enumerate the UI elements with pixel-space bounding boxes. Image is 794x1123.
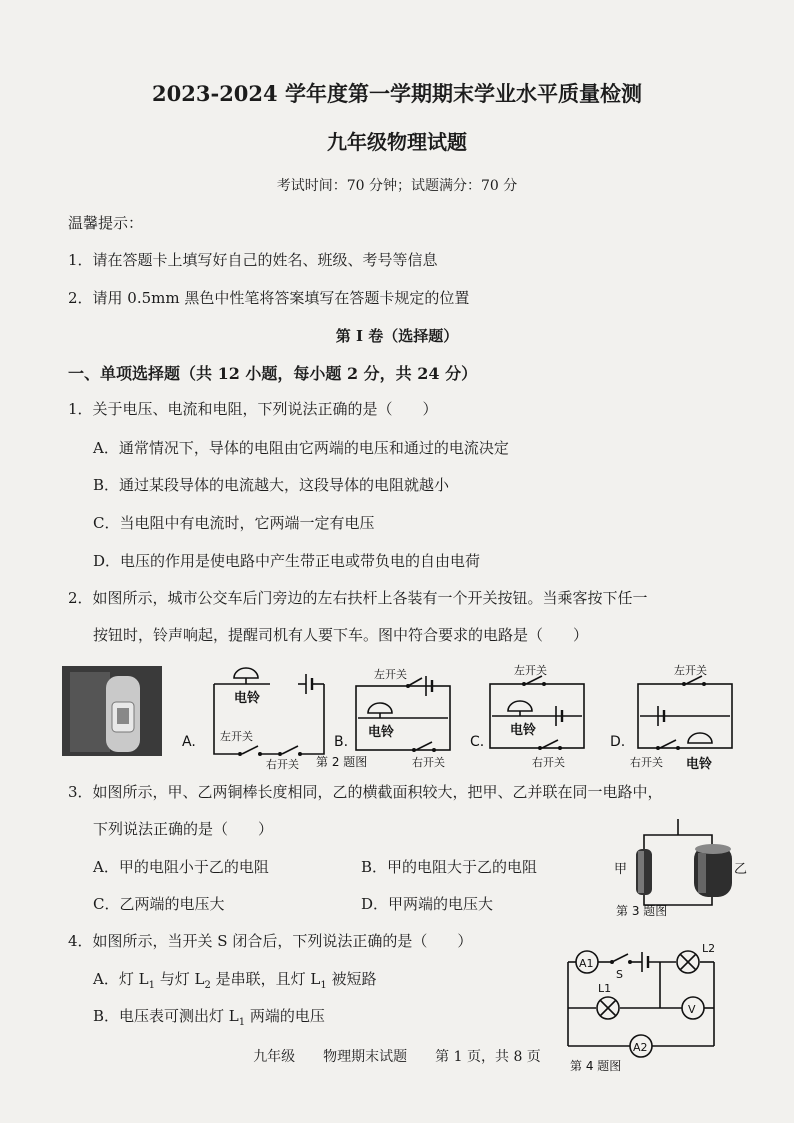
section-heading: 一、单项选择题（共 12 小题，每小题 2 分，共 24 分）	[68, 364, 478, 383]
q3-stem-line1: 3．如图所示，甲、乙两铜棒长度相同，乙的横截面积较大，把甲、乙并联在同一电路中，	[68, 783, 663, 801]
left-switch-label-b: 左开关	[374, 668, 407, 681]
right-switch-label-c: 右开关	[532, 756, 565, 769]
switch-s-label: S	[616, 968, 623, 981]
part1-title: 第 I 卷（选择题）	[335, 327, 459, 345]
lamp-l2	[677, 942, 715, 973]
jia-label: 甲	[614, 862, 628, 877]
q4-option-a: A．灯 $L_1$ 与灯 $L_2$ 是串联，且灯 $L_1$ 被短路	[93, 970, 377, 991]
bell-label-d: 电铃	[686, 757, 713, 772]
tip-item-2: 2．请用 0.5mm 黑色中性笔将答案填写在答题卡规定的位置	[68, 289, 470, 307]
choice-a-label: A.	[182, 734, 196, 750]
choice-b-label: B.	[334, 734, 349, 750]
yi-label: 乙	[734, 862, 748, 877]
voltmeter-v	[682, 997, 704, 1019]
q3-option-a: A．甲的电阻小于乙的电阻	[93, 858, 269, 876]
choice-d-label: D.	[610, 734, 626, 750]
q1-stem: 1．关于电压、电流和电阻，下列说法正确的是（ ）	[68, 400, 438, 418]
svg-text:A2: A2	[633, 1041, 648, 1054]
q3-stem-line2: 下列说法正确的是（ ）	[93, 820, 274, 838]
bus-button-photo	[62, 666, 162, 756]
exam-subtitle: 九年级物理试题	[327, 130, 467, 154]
q3-option-d: D．甲两端的电压大	[361, 895, 494, 913]
q2-caption: 第 2 题图	[316, 755, 368, 769]
svg-text:V: V	[688, 1003, 696, 1016]
q3-option-b: B．甲的电阻大于乙的电阻	[361, 858, 538, 876]
left-switch-label-c: 左开关	[514, 664, 547, 677]
circuit-a	[182, 668, 324, 771]
tips-heading: 温馨提示：	[68, 214, 144, 232]
page-footer: 九年级 物理期末试题 第 1 页，共 8 页	[253, 1049, 541, 1065]
lamp-l1	[597, 982, 619, 1019]
q1-option-c: C．当电阻中有电流时，它两端一定有电压	[93, 514, 375, 532]
q1-option-d: D．电压的作用是使电路中产生带正电或带负电的自由电荷	[93, 552, 481, 570]
q2-figure	[62, 658, 738, 772]
bell-label-a: 电铃	[234, 691, 261, 706]
ammeter-a1	[576, 951, 598, 973]
bell-label-b: 电铃	[368, 725, 395, 740]
exam-info: 考试时间：70 分钟；试题满分：70 分	[276, 178, 518, 194]
q2-stem-line1: 2．如图所示，城市公交车后门旁边的左右扶杆上各装有一个开关按钮。当乘客按下任一	[68, 589, 648, 607]
svg-text:L1: L1	[598, 982, 612, 995]
q1-option-b: B．通过某段导体的电流越大，这段导体的电阻就越小	[93, 476, 450, 494]
tip-item-1: 1．请在答题卡上填写好自己的姓名、班级、考号等信息	[68, 251, 438, 269]
choice-c-label: C.	[470, 734, 485, 750]
q4-stem: 4．如图所示，当开关 S 闭合后，下列说法正确的是（ ）	[68, 932, 473, 950]
svg-text:A1: A1	[579, 957, 594, 970]
exam-title: 2023-2024 学年度第一学期期末学业水平质量检测	[152, 81, 642, 106]
svg-text:L2: L2	[702, 942, 716, 955]
circuit-b	[316, 668, 450, 769]
left-switch-label-d: 左开关	[674, 664, 707, 677]
q4-option-b: B．电压表可测出灯 $L_1$ 两端的电压	[93, 1007, 325, 1028]
q1-option-a: A．通常情况下，导体的电阻由它两端的电压和通过的电流决定	[93, 439, 509, 457]
circuit-c	[470, 664, 584, 769]
left-switch-label-a: 左开关	[220, 730, 253, 743]
q3-option-c: C．乙两端的电压大	[93, 895, 225, 913]
q3-caption: 第 3 题图	[616, 904, 668, 918]
q4-caption: 第 4 题图	[570, 1059, 622, 1073]
right-switch-label-d: 右开关	[630, 756, 663, 769]
right-switch-label-a: 右开关	[266, 758, 299, 771]
circuit-d	[610, 664, 732, 772]
right-switch-label-b: 右开关	[412, 756, 445, 769]
q2-stem-line2: 按钮时，铃声响起，提醒司机有人要下车。图中符合要求的电路是（ ）	[93, 626, 589, 644]
bell-label-c: 电铃	[510, 723, 537, 738]
q3-figure	[610, 815, 750, 920]
